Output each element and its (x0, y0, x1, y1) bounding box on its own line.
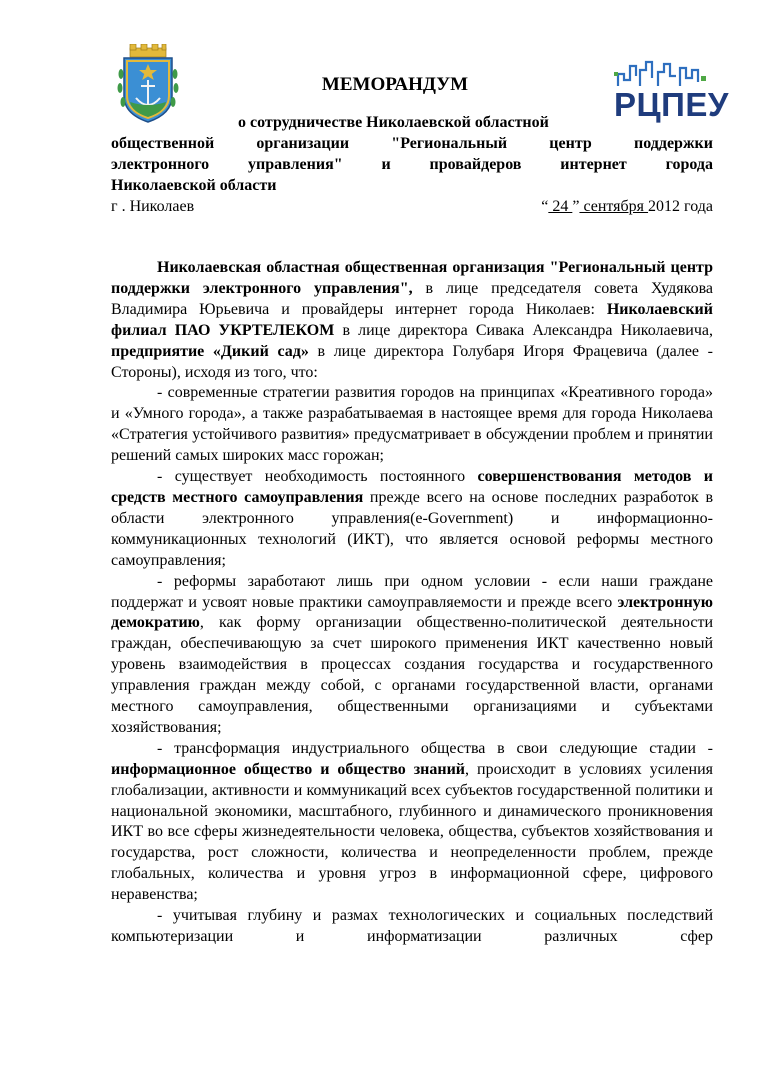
item-text: , как форму организации общественно-политической деятельности граждан, обеспечивающую за счет широкого применения ИКТ качественно новый уровень взаимодействия в процессах создания государства и государственного управления граждан между собой, с органами государственной власти, органами местного самоуправления, общественными организациями и субъектами хозяйствования; (111, 614, 713, 736)
date-month: сентября (579, 198, 649, 215)
item-text: - современные стратегии развития городов на принципах «Креативного города» и «Умного города», а также разрабатываемая в настоящее время для города Николаева «Стратегия устойчивого развития» предусматривает в обсуждении проблем и принятии решений самых широких масс горожан; (111, 384, 713, 465)
subject-line: общественной организации "Региональный центр поддержки (111, 135, 713, 152)
item-text: - трансформация индустриального общества в свои следующие стадии - (157, 739, 713, 757)
item-bold-text: электронную демократию (111, 593, 713, 632)
date-open-quote: “ (541, 198, 549, 215)
list-item (111, 906, 713, 948)
subject-line: электронного управления" и провайдеров интернет города (111, 156, 713, 173)
date-day: 24 (548, 198, 573, 215)
item-bold-text: совершенствования методов и средств местного самоуправления (111, 468, 713, 506)
memorandum-body (111, 258, 713, 948)
item-text: прежде всего на основе последних разработок в области электронного управления(e-Government) и информационно-коммуникационных технологий (ИКТ), что является основой реформы местного самоуправления; (111, 488, 713, 569)
item-text: - существует необходимость постоянного (157, 468, 478, 486)
list-item (111, 572, 713, 739)
subject-line: о сотрудничестве Николаевской областной (238, 114, 549, 131)
item-text: , происходит в условиях усиления глобализации, активности и коммуникаций всех субъектов государственной политики и национальной экономики, масштабного, глубинного и динамического проникновения ИКТ во все сферы жизнедеятельности человека, общества, субъектов хозяйствования и государства, рост сложности, количества и неопределенности проблем, прежде глобальных, количества и уровня угроз в информационной сфере, цифрового неравенства; (111, 760, 713, 904)
place-and-date (111, 196, 713, 218)
date-year: 2012 года (648, 198, 713, 215)
item-bold-text: информационное общество и общество знаний (111, 760, 466, 778)
intro-text: в лице директора Сивака Александра Николаевича, (334, 321, 713, 339)
list-item (111, 739, 713, 906)
list-item (111, 383, 713, 467)
item-text: - учитывая глубину и размах технологических и социальных последствий компьютеризации и информатизации различных сфер (111, 907, 713, 945)
dikiy-sad-name: предприятие «Дикий сад» (111, 342, 309, 360)
memorandum-subject (111, 112, 713, 196)
subject-line: Николаевской области (111, 177, 277, 194)
ukrtelecom-name: Николаевский филиал ПАО УКРТЕЛЕКОМ (111, 300, 713, 339)
item-text: - реформы заработают лишь при одном условии - если наши граждане поддержат и усвоят новые практики самоуправляемости и прежде всего (111, 572, 713, 611)
date-close-quote: ” (572, 198, 580, 215)
org-name: Николаевская областная общественная организация "Региональный центр поддержки электронного управления", (111, 259, 713, 297)
intro-text: в лице директора Голубаря Игоря Фрацевича (далее - Стороны), исходя из того, что: (111, 342, 714, 381)
rcpeu-logo-text: РЦПЕУ (614, 86, 729, 123)
intro-paragraph (111, 258, 713, 383)
city: г . Николаев (111, 198, 195, 215)
memorandum-title: МЕМОРАНДУМ (321, 74, 469, 95)
intro-text: в лице председателя совета Худякова Владимира Юрьевича и провайдеры интернет города Николаев: (111, 279, 714, 318)
document-date (541, 196, 713, 218)
list-item (111, 467, 713, 572)
